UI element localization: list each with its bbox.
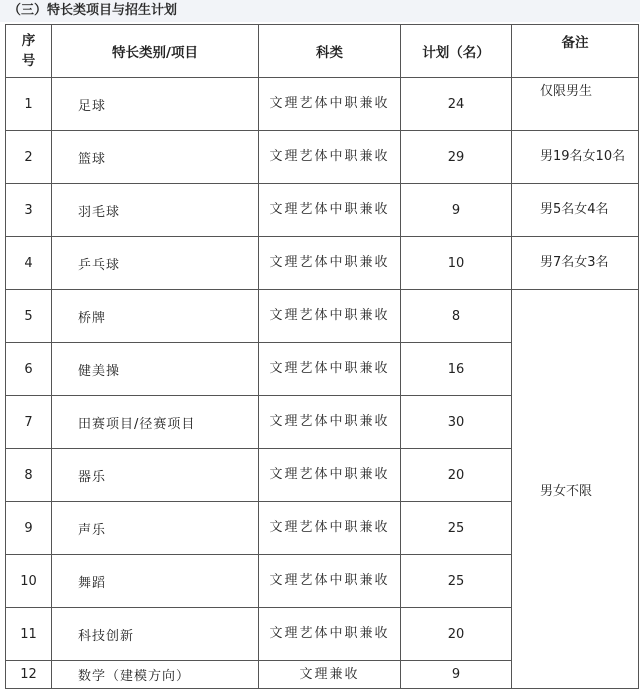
row-note: 男7名女3名 <box>512 237 639 290</box>
header-row <box>6 25 639 78</box>
table-row <box>6 184 639 237</box>
row-no: 11 <box>6 608 52 661</box>
row-plan: 30 <box>401 396 512 449</box>
row-subject: 文理艺体中职兼收 <box>259 608 401 661</box>
row-subject: 文理艺体中职兼收 <box>259 502 401 555</box>
row-plan: 29 <box>401 131 512 184</box>
row-no: 7 <box>6 396 52 449</box>
row-subject: 文理艺体中职兼收 <box>259 343 401 396</box>
row-no: 10 <box>6 555 52 608</box>
row-category: 篮球 <box>52 131 259 184</box>
row-note: 男5名女4名 <box>512 184 639 237</box>
row-category: 舞蹈 <box>52 555 259 608</box>
row-category: 足球 <box>52 78 259 131</box>
row-no: 3 <box>6 184 52 237</box>
row-plan: 8 <box>401 290 512 343</box>
row-plan: 20 <box>401 449 512 502</box>
row-no: 8 <box>6 449 52 502</box>
row-category: 声乐 <box>52 502 259 555</box>
row-subject: 文理艺体中职兼收 <box>259 184 401 237</box>
table-row <box>6 237 639 290</box>
row-category: 器乐 <box>52 449 259 502</box>
row-no: 2 <box>6 131 52 184</box>
row-no: 9 <box>6 502 52 555</box>
row-subject: 文理艺体中职兼收 <box>259 131 401 184</box>
row-plan: 25 <box>401 502 512 555</box>
row-note: 男19名女10名 <box>512 131 639 184</box>
row-subject: 文理兼收 <box>259 661 401 689</box>
row-plan: 24 <box>401 78 512 131</box>
special-talent-table <box>5 24 639 689</box>
row-subject: 文理艺体中职兼收 <box>259 237 401 290</box>
header-subject: 科类 <box>259 25 401 78</box>
row-subject: 文理艺体中职兼收 <box>259 555 401 608</box>
merged-note: 男女不限 <box>512 290 639 689</box>
row-category: 数学（建模方向） <box>52 661 259 689</box>
table-row <box>6 131 639 184</box>
row-plan: 25 <box>401 555 512 608</box>
row-subject: 文理艺体中职兼收 <box>259 396 401 449</box>
row-plan: 16 <box>401 343 512 396</box>
row-category: 田赛项目/径赛项目 <box>52 396 259 449</box>
row-plan: 20 <box>401 608 512 661</box>
header-no: 序 号 <box>6 25 52 78</box>
row-no: 1 <box>6 78 52 131</box>
row-category: 科技创新 <box>52 608 259 661</box>
header-category: 特长类别/项目 <box>52 25 259 78</box>
header-plan: 计划（名） <box>401 25 512 78</box>
row-no: 6 <box>6 343 52 396</box>
row-subject: 文理艺体中职兼收 <box>259 449 401 502</box>
header-note: 备注 <box>512 25 639 78</box>
row-subject: 文理艺体中职兼收 <box>259 290 401 343</box>
row-no: 12 <box>6 661 52 689</box>
row-subject: 文理艺体中职兼收 <box>259 78 401 131</box>
row-note: 仅限男生 <box>512 78 639 131</box>
table-row <box>6 78 639 131</box>
row-category: 健美操 <box>52 343 259 396</box>
table-row <box>6 290 639 343</box>
row-category: 桥牌 <box>52 290 259 343</box>
row-category: 羽毛球 <box>52 184 259 237</box>
row-plan: 9 <box>401 184 512 237</box>
row-plan: 9 <box>401 661 512 689</box>
section-title: （三）特长类项目与招生计划 <box>0 0 640 22</box>
row-no: 5 <box>6 290 52 343</box>
row-no: 4 <box>6 237 52 290</box>
row-plan: 10 <box>401 237 512 290</box>
row-category: 乒乓球 <box>52 237 259 290</box>
